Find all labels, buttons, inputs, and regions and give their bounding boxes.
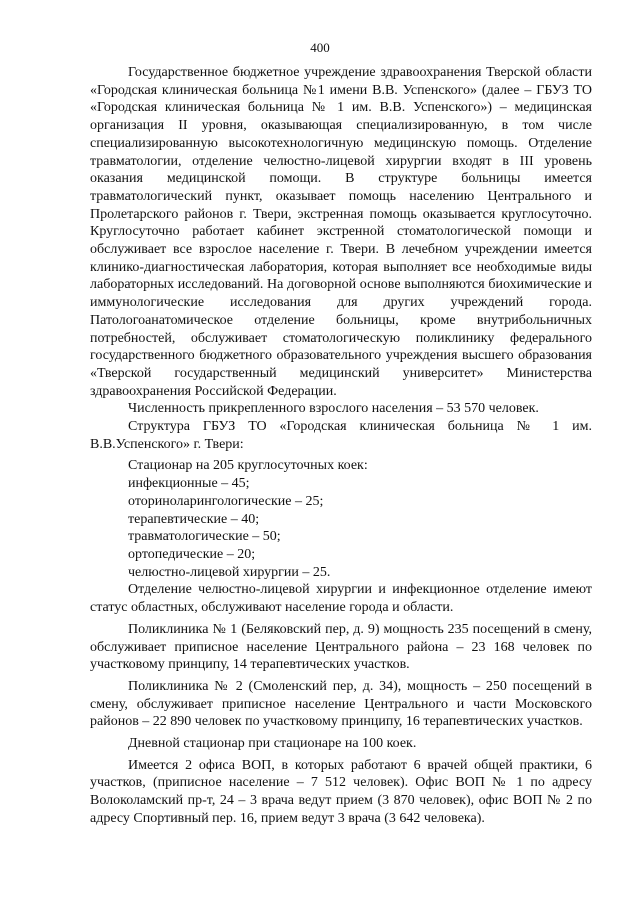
page-number: 400 [310, 40, 330, 55]
gp-offices-paragraph: Имеется 2 офиса ВОП, в которых работают 6 врачей общей практики, 6 участков, (приписное население – 7 512 человек). Офис ВОП № 1 по адресу Волоколамский пр-т, 24 – 3 врача ведут прием (3 870 человек), офис ВОП № 2 по адресу Спортивный пер. 16, прием ведут 3 врача (3 642 человека). [90, 757, 592, 826]
beds-list-item: ортопедические – 20; [128, 546, 256, 562]
beds-list-item: челюстно-лицевой хирургии – 25. [128, 564, 331, 580]
beds-list [90, 457, 592, 581]
intro-paragraph: Государственное бюджетное учреждение здравоохранения Тверской области «Городская клиническая больница №1 имени В.В. Успенского» (далее – ГБУЗ ТО «Городская клиническая больница № 1 им. В.В. Успенского») – медицинская организация II уровня, оказывающая специализированную, в том числе специализированную высокотехнологичную медицинскую помощь. Отделение травматологии, отделение челюстно-лицевой хирургии входят в III уровень оказания медицинской помощи. В структуре больницы имеется травматологический пункт, оказывает помощь населению Центрального и Пролетарского районов г. Твери, экстренная помощь оказывается круглосуточно. Круглосуточно работает кабинет экстренной стоматологической помощи и обслуживает все взрослое население г. Твери. В лечебном учреждении имеется клинико-диагностическая лаборатория, которая выполняет все необходимые виды лабораторных исследований. На договорной основе выполняются биохимические и иммунологические исследования для других учреждений города. Патологоанатомическое отделение больницы, кроме внутрибольничных потребностей, обслуживает стоматологическую поликлинику федерального государственного бюджетного образовательного учреждения высшего образования «Тверской государственный медицинский университет» Министерства здравоохранения Российской Федерации. [90, 65, 592, 399]
structure-paragraph: Структура ГБУЗ ТО «Городская клиническая больница № 1 им. В.В.Успенского» г. Твери: [90, 419, 592, 452]
beds-list-item: терапевтические – 40; [128, 511, 260, 527]
regional-paragraph: Отделение челюстно-лицевой хирургии и инфекционное отделение имеют статус областных, обслуживают население города и области. [90, 582, 592, 616]
polyclinic-1-paragraph: Поликлиника № 1 (Беляковский пер, д. 9) мощность 235 посещений в смену, обслуживает приписное население Центрального района – 23 168 человек по участковому принципу, 14 терапевтических участков. [90, 621, 592, 673]
beds-list-item: инфекционные – 45; [128, 476, 250, 492]
beds-list-item: оториноларингологические – 25; [128, 493, 324, 509]
beds-list-item: травматологические – 50; [128, 529, 281, 545]
document-body [90, 64, 592, 828]
day-hospital-paragraph: Дневной стационар при стационаре на 100 коек. [128, 736, 417, 752]
polyclinic-2-paragraph: Поликлиника № 2 (Смоленский пер, д. 34), мощность – 250 посещений в смену, обслуживает приписное население Центрального и части Московского районов – 22 890 человек по участковому принципу, 16 терапевтических участков. [90, 678, 592, 730]
beds-header: Стационар на 205 круглосуточных коек: [128, 458, 368, 474]
population-paragraph: Численность прикрепленного взрослого населения – 53 570 человек. [128, 401, 539, 417]
